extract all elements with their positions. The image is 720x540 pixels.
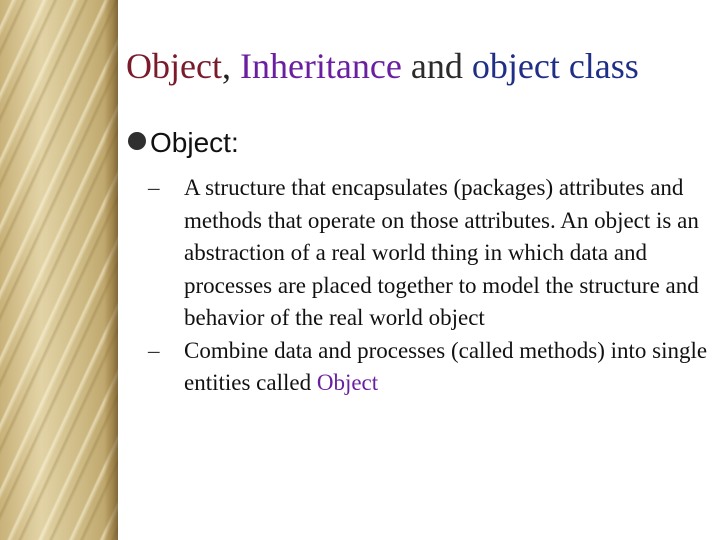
- bullet-dot-icon: [128, 132, 146, 150]
- sidebar-shadow-edge: [104, 0, 118, 540]
- title-inheritance: Inheritance: [239, 46, 402, 86]
- title-object-class: object class: [471, 46, 639, 86]
- bullet-colon: :: [230, 127, 239, 158]
- title-and: and: [401, 46, 472, 86]
- subpoint-combine: [148, 335, 708, 400]
- subpoint-list: [148, 172, 708, 400]
- bullet-label: Object: [150, 127, 231, 158]
- title-object: Object: [126, 46, 222, 86]
- title-separator: ,: [221, 46, 240, 86]
- main-bullet: [128, 126, 239, 160]
- decorative-sidebar: [0, 0, 118, 540]
- dash-icon: –: [148, 337, 160, 363]
- subpoint-highlight: Object: [316, 370, 379, 395]
- subpoint-text: Combine data and processes (called methods) into single entities called: [184, 337, 708, 395]
- slide-title: [126, 44, 716, 88]
- subpoint-definition: [148, 172, 708, 335]
- dash-icon: –: [148, 175, 160, 200]
- subpoint-text: A structure that encapsulates (packages) attributes and methods that operate on those attributes. An object is an abstraction of a real world thing in which data and processes are placed together to model the structure and behavior of the real world object: [184, 175, 699, 330]
